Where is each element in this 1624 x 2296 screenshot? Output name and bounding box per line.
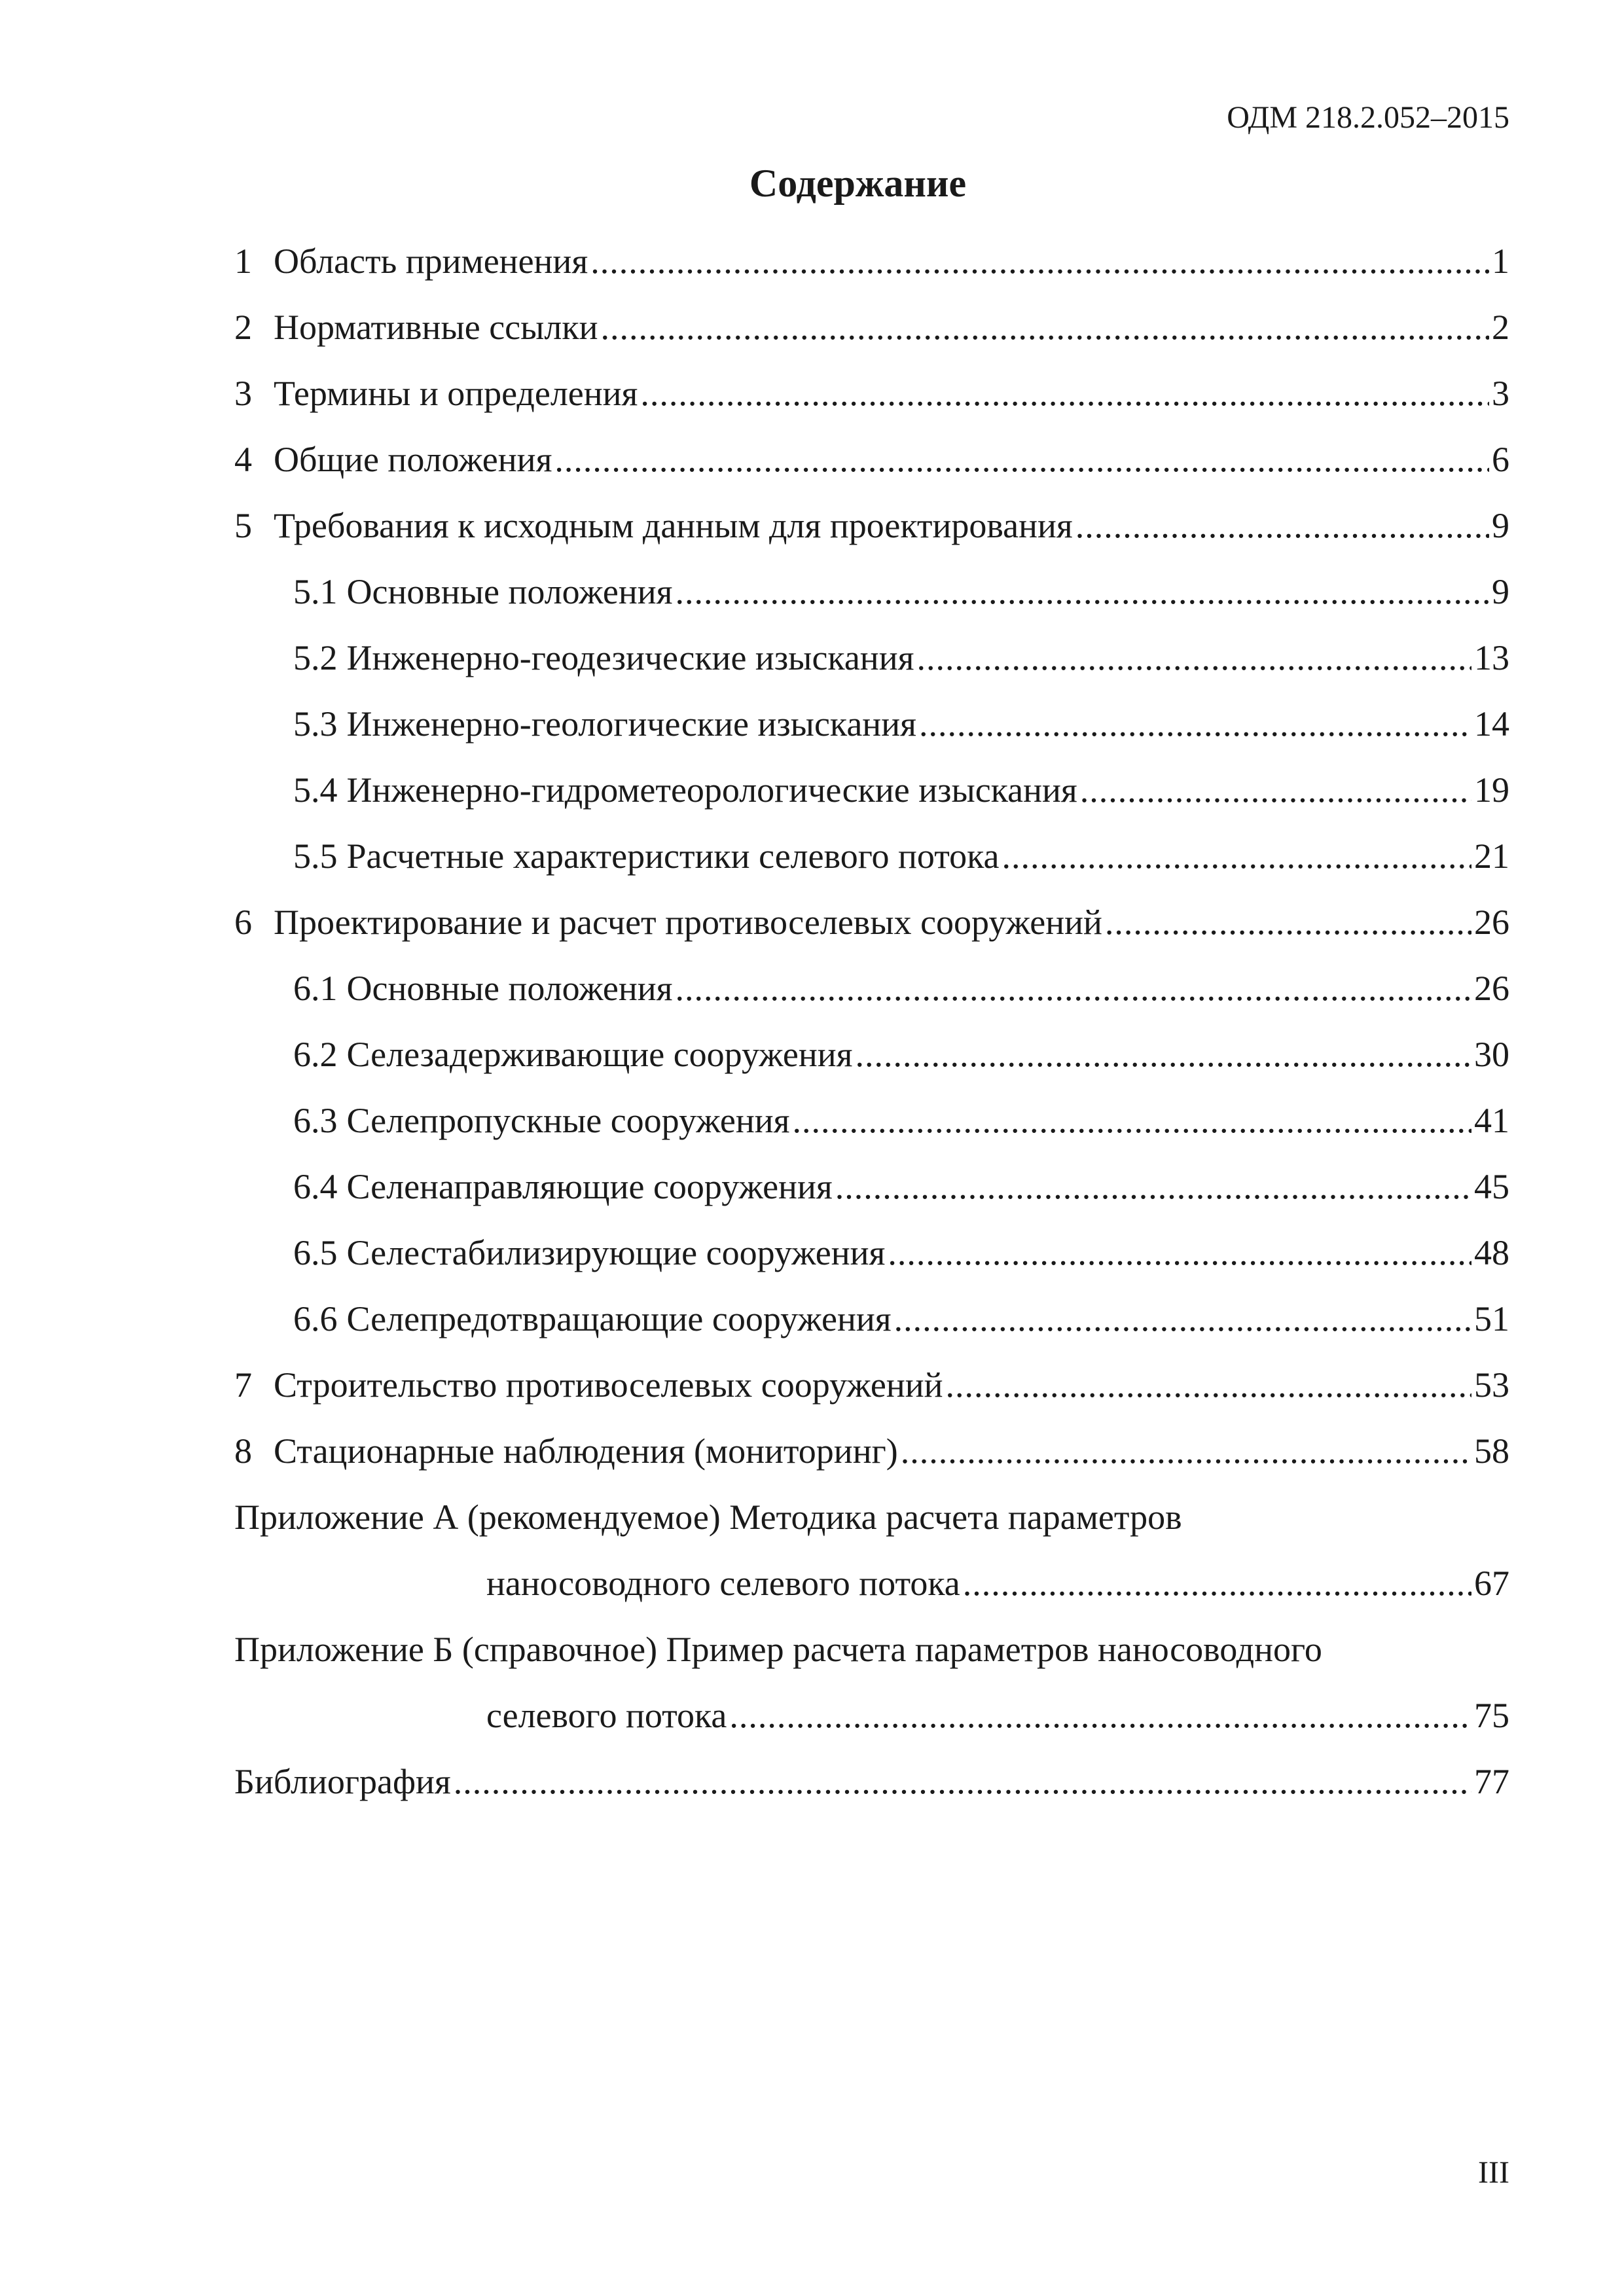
- toc-entry-1[interactable]: [234, 228, 1509, 295]
- toc-entry-appendix-b[interactable]: [234, 1617, 1509, 1749]
- toc-entry-3[interactable]: [234, 361, 1509, 427]
- dot-leader: [916, 625, 1471, 691]
- appendix-title-continuation: селевого потока: [486, 1696, 727, 1735]
- toc-entry-page: 2: [1492, 308, 1509, 347]
- toc-entry-4[interactable]: [234, 427, 1509, 493]
- toc-entry-5-4[interactable]: [234, 757, 1509, 823]
- appendix-continuation: [234, 1683, 1509, 1749]
- toc-entry-page: 6: [1492, 440, 1509, 479]
- dot-leader: [729, 1683, 1471, 1749]
- toc-entry-5-2[interactable]: [234, 625, 1509, 691]
- toc-entry-label: Основные положения: [346, 572, 673, 611]
- toc-entry-number: 6.4: [293, 1167, 338, 1206]
- toc-entry-number: 6.3: [293, 1101, 338, 1140]
- toc-entry-page: 75: [1474, 1696, 1509, 1735]
- toc-entry-2[interactable]: [234, 295, 1509, 361]
- toc-entry-label: Область применения: [274, 242, 588, 281]
- toc-entry-page: 3: [1492, 374, 1509, 413]
- dot-leader: [855, 1022, 1471, 1088]
- toc-entry-6-2[interactable]: [234, 1022, 1509, 1088]
- toc-entry-page: 53: [1474, 1365, 1509, 1405]
- appendix-continuation: [234, 1551, 1509, 1617]
- dot-leader: [835, 1154, 1471, 1220]
- dot-leader: [1001, 823, 1471, 889]
- dot-leader: [676, 559, 1490, 625]
- toc-entry-appendix-a[interactable]: [234, 1484, 1509, 1617]
- toc-entry-number: 2: [234, 308, 252, 347]
- toc-entry-6-5[interactable]: [234, 1220, 1509, 1286]
- toc-entry-number: 8: [234, 1431, 252, 1471]
- toc-entry-label: Селестабилизирующие сооружения: [346, 1233, 886, 1272]
- toc-entry-label: Основные положения: [346, 969, 673, 1008]
- toc-entry-5-5[interactable]: [234, 823, 1509, 889]
- toc-entry-label: Расчетные характеристики селевого потока: [346, 836, 1000, 876]
- dot-leader: [919, 691, 1471, 757]
- toc-entry-label: Стационарные наблюдения (мониторинг): [274, 1431, 898, 1471]
- toc-entry-page: 9: [1492, 506, 1509, 545]
- toc-entry-number: 6.1: [293, 969, 338, 1008]
- appendix-title-continuation: наносоводного селевого потока: [486, 1564, 960, 1603]
- dot-leader: [590, 228, 1489, 295]
- toc-entry-page: 13: [1474, 638, 1509, 677]
- toc-entry-8[interactable]: [234, 1418, 1509, 1484]
- toc-entry-6[interactable]: [234, 889, 1509, 956]
- dot-leader: [888, 1220, 1471, 1286]
- toc-entry-6-1[interactable]: [234, 956, 1509, 1022]
- toc-entry-6-3[interactable]: [234, 1088, 1509, 1154]
- toc-entry-label: Инженерно-геодезические изыскания: [346, 638, 914, 677]
- toc-entry-page: 26: [1474, 969, 1509, 1008]
- toc-entry-number: 6: [234, 903, 252, 942]
- toc-entry-number: 6.2: [293, 1035, 338, 1074]
- toc-entry-label: Селезадерживающие сооружения: [346, 1035, 853, 1074]
- toc-entry-page: 41: [1474, 1101, 1509, 1140]
- dot-leader: [894, 1286, 1471, 1352]
- toc-entry-page: 19: [1474, 770, 1509, 810]
- toc-entry-label: Инженерно-геологические изыскания: [346, 704, 916, 744]
- toc-entry-page: 14: [1474, 704, 1509, 744]
- toc-entry-page: 30: [1474, 1035, 1509, 1074]
- toc-entry-5-1[interactable]: [234, 559, 1509, 625]
- dot-leader: [946, 1352, 1471, 1418]
- toc-entry-number: 5.5: [293, 836, 338, 876]
- toc-entry-label: Нормативные ссылки: [274, 308, 598, 347]
- toc-entry-number: 3: [234, 374, 252, 413]
- toc-entry-number: 6.5: [293, 1233, 338, 1272]
- toc-entry-label: Общие положения: [274, 440, 552, 479]
- toc-entry-label: Термины и определения: [274, 374, 638, 413]
- toc-entry-page: 67: [1474, 1564, 1509, 1603]
- toc-entry-number: 7: [234, 1365, 252, 1405]
- toc-title: Содержание: [749, 162, 967, 205]
- appendix-title-line: Приложение Б (справочное) Пример расчета параметров наносоводного: [234, 1630, 1322, 1669]
- table-of-contents: [234, 228, 1509, 1815]
- toc-entry-page: 9: [1492, 572, 1509, 611]
- toc-entry-5[interactable]: [234, 493, 1509, 559]
- toc-entry-label: Инженерно-гидрометеорологические изыскания: [346, 770, 1077, 810]
- toc-entry-label: Проектирование и расчет противоселевых сооружений: [274, 903, 1102, 942]
- dot-leader: [640, 361, 1489, 427]
- toc-entry-number: 1: [234, 242, 252, 281]
- toc-entry-number: 5.3: [293, 704, 338, 744]
- toc-entry-page: 26: [1474, 903, 1509, 942]
- toc-entry-label: Строительство противоселевых сооружений: [274, 1365, 943, 1405]
- toc-entry-page: 21: [1474, 836, 1509, 876]
- dot-leader: [676, 956, 1472, 1022]
- toc-entry-label: Селепропускные сооружения: [346, 1101, 790, 1140]
- toc-entry-5-3[interactable]: [234, 691, 1509, 757]
- toc-entry-page: 51: [1474, 1299, 1509, 1338]
- toc-entry-page: 58: [1474, 1431, 1509, 1471]
- dot-leader: [1075, 493, 1489, 559]
- dot-leader: [601, 295, 1490, 361]
- toc-entry-label: Требования к исходным данным для проектирования: [274, 506, 1073, 545]
- dot-leader: [1105, 889, 1471, 956]
- toc-entry-page: 77: [1474, 1762, 1509, 1801]
- dot-leader: [901, 1418, 1471, 1484]
- page-number: III: [1478, 2155, 1509, 2190]
- toc-entry-6-6[interactable]: [234, 1286, 1509, 1352]
- document-code: ОДМ 218.2.052–2015: [1227, 100, 1509, 135]
- toc-entry-number: 4: [234, 440, 252, 479]
- dot-leader: [554, 427, 1489, 493]
- toc-entry-page: 45: [1474, 1167, 1509, 1206]
- appendix-title-line: Приложение А (рекомендуемое) Методика расчета параметров: [234, 1498, 1182, 1537]
- toc-entry-number: 5.1: [293, 572, 338, 611]
- toc-entry-7[interactable]: [234, 1352, 1509, 1418]
- toc-entry-label: Селенаправляющие сооружения: [346, 1167, 833, 1206]
- toc-entry-number: 6.6: [293, 1299, 338, 1338]
- toc-entry-label: Библиография: [234, 1762, 451, 1801]
- toc-entry-bibliography[interactable]: [234, 1749, 1509, 1815]
- dot-leader: [454, 1749, 1471, 1815]
- toc-entry-page: 1: [1492, 242, 1509, 281]
- toc-entry-page: 48: [1474, 1233, 1509, 1272]
- toc-entry-label: Селепредотвращающие сооружения: [346, 1299, 892, 1338]
- toc-entry-number: 5.2: [293, 638, 338, 677]
- dot-leader: [963, 1551, 1471, 1617]
- dot-leader: [792, 1088, 1471, 1154]
- toc-entry-number: 5: [234, 506, 252, 545]
- toc-entry-number: 5.4: [293, 770, 338, 810]
- toc-entry-6-4[interactable]: [234, 1154, 1509, 1220]
- dot-leader: [1080, 757, 1471, 823]
